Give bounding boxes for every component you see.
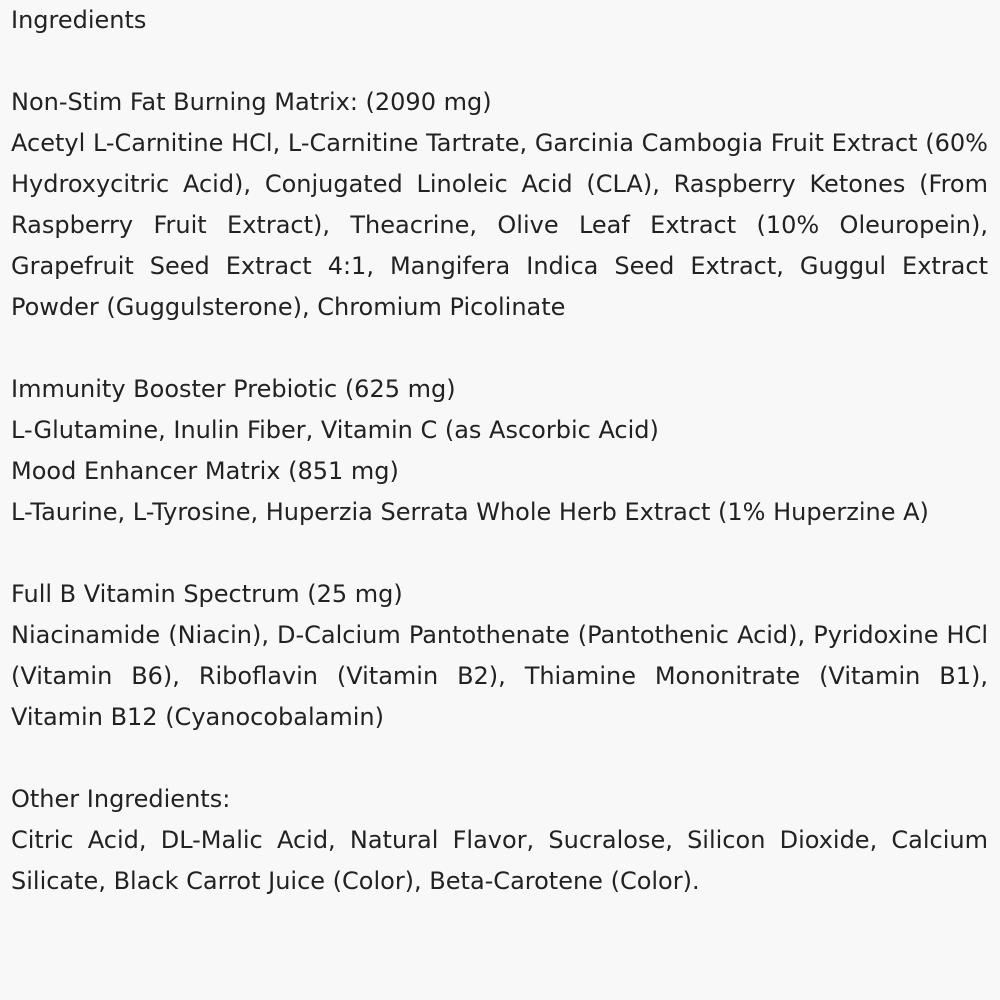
fat-burning-matrix-title: Non-Stim Fat Burning Matrix: (2090 mg)	[11, 88, 492, 116]
vitamin-b-spectrum-title: Full B Vitamin Spectrum (25 mg)	[11, 580, 403, 608]
spacer	[11, 533, 988, 574]
spacer	[11, 738, 988, 779]
vitamin-b-spectrum-ingredients: Niacinamide (Niacin), D-Calcium Pantothenate (Pantothenic Acid), Pyridoxine HCl (Vitamin B6), Riboflavin (Vitamin B2), Thiamine Mononitrate (Vitamin B1), Vitamin B12 (Cyanocobalamin)	[11, 621, 988, 731]
mood-enhancer-ingredients: L-Taurine, L-Tyrosine, Huperzia Serrata Whole Herb Extract (1% Huperzine A)	[11, 498, 929, 526]
other-ingredients-list: Citric Acid, DL-Malic Acid, Natural Flavor, Sucralose, Silicon Dioxide, Calcium Silicate, Black Carrot Juice (Color), Beta-Carotene (Color).	[11, 826, 988, 895]
spacer	[11, 41, 988, 82]
mood-enhancer-title: Mood Enhancer Matrix (851 mg)	[11, 457, 399, 485]
other-ingredients-title: Other Ingredients:	[11, 785, 231, 813]
ingredients-heading: Ingredients	[11, 6, 147, 34]
immunity-booster-title: Immunity Booster Prebiotic (625 mg)	[11, 375, 456, 403]
immunity-booster-ingredients: L-Glutamine, Inulin Fiber, Vitamin C (as Ascorbic Acid)	[11, 416, 659, 444]
fat-burning-matrix-ingredients: Acetyl L-Carnitine HCl, L-Carnitine Tartrate, Garcinia Cambogia Fruit Extract (60% Hydroxycitric Acid), Conjugated Linoleic Acid (CLA), Raspberry Ketones (From Raspberry Fruit Extract), Theacrine, Olive Leaf Extract (10% Oleuropein), Grapefruit Seed Extract 4:1, Mangifera Indica Seed Extract, Guggul Extract Powder (Guggulsterone), Chromium Picolinate	[11, 129, 988, 321]
spacer	[11, 328, 988, 369]
